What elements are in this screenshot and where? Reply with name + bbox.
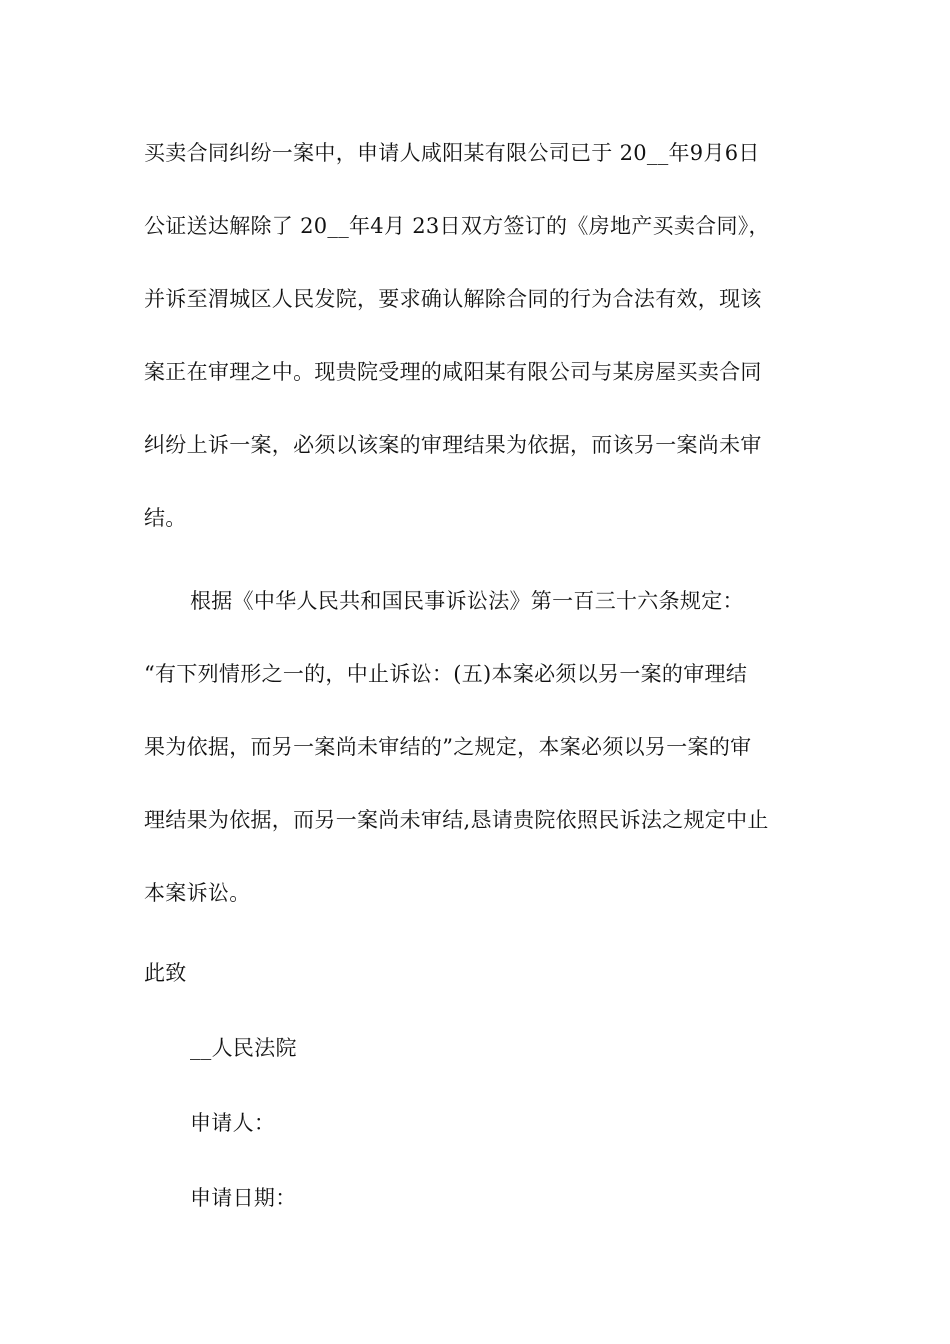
paragraph-1-line-3: 并诉至渭城区人民发院，要求确认解除合同的行为合法有效，现该 <box>144 287 762 311</box>
closing-salutation: 此致 <box>144 961 187 985</box>
addressee-court: __人民法院 <box>190 1036 297 1060</box>
paragraph-1-line-5: 纠纷上诉一案，必须以该案的审理结果为依据，而该另一案尚未审 <box>144 433 762 457</box>
paragraph-2-line-1: 根据《中华人民共和国民事诉讼法》第一百三十六条规定： <box>190 589 744 613</box>
paragraph-1-line-4: 案正在审理之中。现贵院受理的咸阳某有限公司与某房屋买卖合同 <box>144 360 762 384</box>
paragraph-1-line-2: 公证送达解除了 20__年4月 23日双方签订的《房地产买卖合同》， <box>144 214 770 238</box>
paragraph-2-line-5: 本案诉讼。 <box>144 881 251 905</box>
paragraph-1-line-1: 买卖合同纠纷一案中，申请人咸阳某有限公司已于 20__年9月6日 <box>144 141 760 165</box>
paragraph-2-line-4: 理结果为依据，而另一案尚未审结,恳请贵院依照民诉法之规定中止 <box>144 808 769 832</box>
application-date-label: 申请日期： <box>190 1186 297 1210</box>
paragraph-1-line-6: 结。 <box>144 506 187 530</box>
paragraph-2-line-3: 果为依据，而另一案尚未审结的”之规定，本案必须以另一案的审 <box>144 735 752 759</box>
applicant-label: 申请人： <box>190 1111 276 1135</box>
paragraph-2-line-2: “有下列情形之一的，中止诉讼：(五)本案必须以另一案的审理结 <box>144 662 748 686</box>
